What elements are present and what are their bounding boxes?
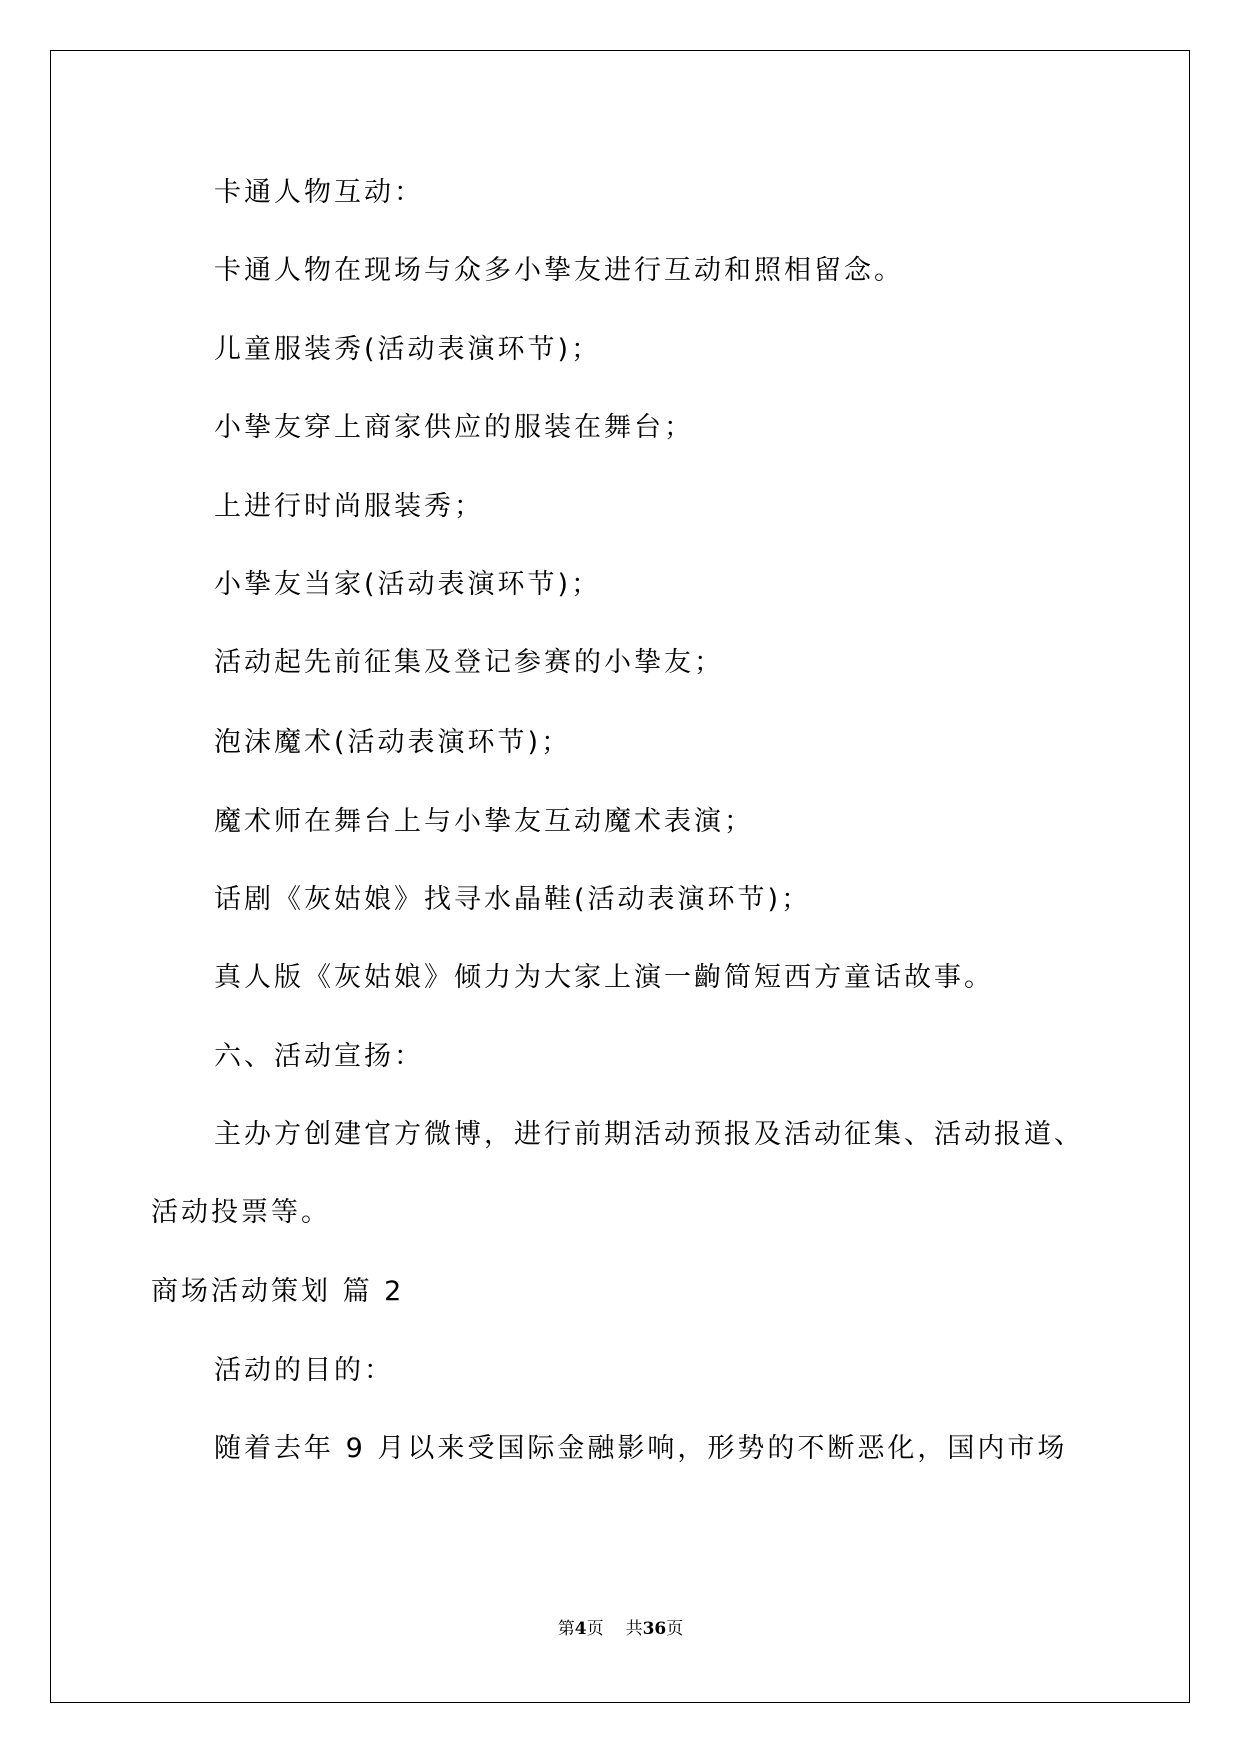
paragraph-line: 活动投票等。 [151,1197,331,1228]
paragraph-line: 泡沫魔术(活动表演环节)； [214,727,572,758]
total-pages: 36 [642,1619,667,1639]
total-suffix: 页 [666,1619,684,1639]
article-title: 商场活动策划 篇 2 [151,1276,405,1307]
paragraph-line: 活动的目的： [214,1355,394,1386]
paragraph-line: 魔术师在舞台上与小挚友互动魔术表演； [214,806,754,837]
page-prefix: 第 [557,1619,575,1639]
page-footer [0,1617,1241,1641]
paragraph-line: 随着去年 9 月以来受国际金融影响，形势的不断恶化，国内市场 [214,1433,1068,1464]
paragraph-line: 小挚友当家(活动表演环节)； [214,569,602,600]
paragraph-line: 卡通人物在现场与众多小挚友进行互动和照相留念。 [214,255,904,286]
paragraph-line: 真人版《灰姑娘》倾力为大家上演一齣简短西方童话故事。 [214,962,994,993]
paragraph-line: 话剧《灰姑娘》找寻水晶鞋(活动表演环节)； [214,884,812,915]
paragraph-line: 卡通人物互动： [214,177,424,208]
paragraph-line: 儿童服装秀(活动表演环节)； [214,334,602,365]
paragraph-line: 主办方创建官方微博，进行前期活动预报及活动征集、活动报道、 [214,1119,1084,1150]
paragraph-line: 活动起先前征集及登记参赛的小挚友； [214,647,724,678]
total-prefix: 共 [625,1619,643,1639]
paragraph-line: 上进行时尚服装秀； [214,491,484,522]
page-suffix: 页 [586,1619,604,1639]
page-number: 4 [574,1619,587,1639]
section-heading: 六、活动宣扬： [214,1041,424,1072]
paragraph-line: 小挚友穿上商家供应的服装在舞台； [214,412,694,443]
